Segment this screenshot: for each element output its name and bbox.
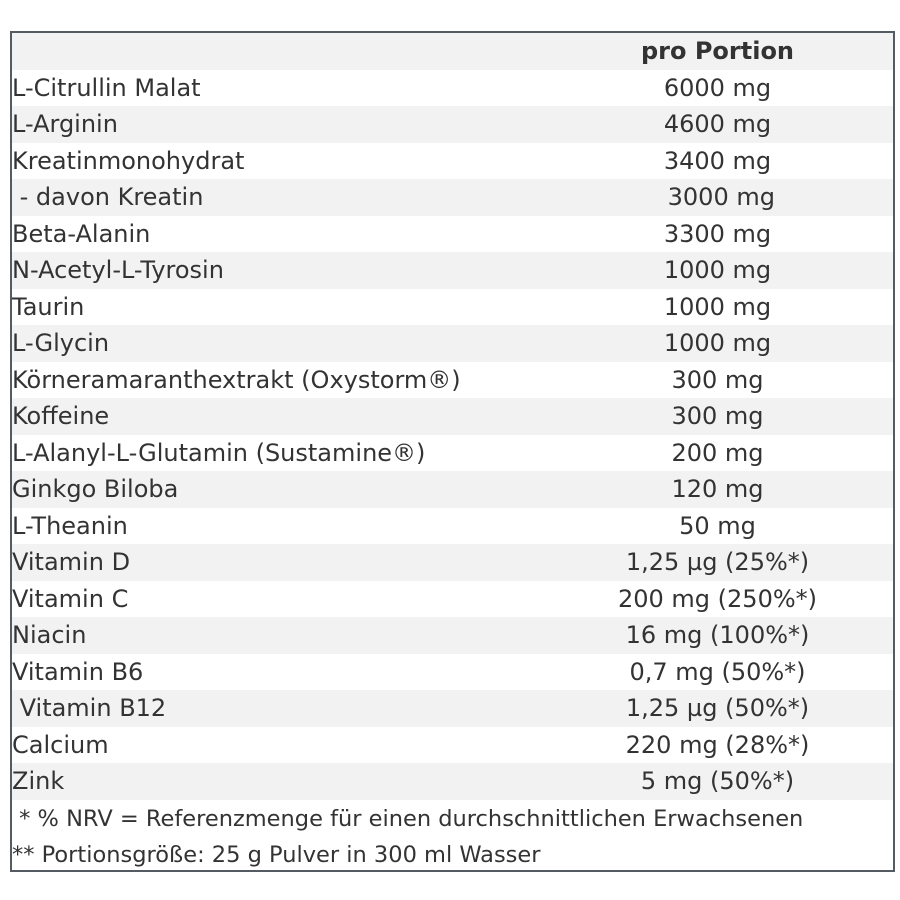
ingredient-amount: 200 mg	[671, 438, 764, 467]
table-row	[12, 690, 893, 727]
footnote-portion-size: ** Portionsgröße: 25 g Pulver in 300 ml Wasser	[12, 842, 541, 868]
ingredient-name: Vitamin C	[12, 584, 129, 613]
ingredient-name: N-Acetyl-L-Tyrosin	[12, 256, 224, 285]
ingredient-name: L-Citrullin Malat	[12, 73, 201, 102]
ingredient-amount: 16 mg (100%*)	[625, 621, 810, 650]
ingredient-amount: 300 mg	[671, 402, 764, 431]
table-row	[12, 325, 893, 362]
table-row	[12, 143, 893, 180]
table-row	[12, 106, 893, 143]
table-row	[12, 70, 893, 107]
table-row	[12, 398, 893, 435]
ingredient-amount: 50 mg	[679, 511, 756, 540]
ingredient-amount: 3000 mg	[660, 183, 775, 212]
ingredient-name: Vitamin B12	[12, 694, 167, 723]
ingredient-name: Calcium	[12, 730, 109, 759]
ingredient-amount: 200 mg (250%*)	[617, 584, 818, 613]
table-row	[12, 654, 893, 691]
ingredient-name: Vitamin B6	[12, 657, 144, 686]
table-header-row	[12, 33, 893, 70]
ingredient-name: L-Arginin	[12, 110, 118, 139]
table-row	[12, 508, 893, 545]
ingredient-name: Zink	[12, 767, 65, 796]
ingredient-name: Kreatinmonohydrat	[12, 146, 245, 175]
ingredient-amount: 1000 mg	[663, 256, 772, 285]
table-row	[12, 252, 893, 289]
ingredient-amount: 220 mg (28%*)	[625, 730, 810, 759]
ingredient-amount: 1,25 µg (25%*)	[625, 548, 810, 577]
ingredient-amount: 1000 mg	[663, 292, 772, 321]
table-row	[12, 289, 893, 326]
table-row	[12, 763, 893, 800]
table-row	[12, 435, 893, 472]
ingredient-amount: 3300 mg	[663, 219, 772, 248]
ingredient-amount: 1000 mg	[663, 329, 772, 358]
ingredient-name: - davon Kreatin	[12, 183, 204, 212]
ingredient-amount: 3400 mg	[663, 146, 772, 175]
ingredient-amount: 6000 mg	[663, 73, 772, 102]
header-value-cell: pro Portion	[640, 37, 795, 66]
nutrition-table	[10, 31, 895, 872]
ingredient-amount: 4600 mg	[663, 110, 772, 139]
ingredient-name: Taurin	[12, 292, 85, 321]
ingredient-amount: 120 mg	[671, 475, 764, 504]
ingredient-amount: 1,25 µg (50%*)	[625, 694, 810, 723]
footnote-nrv: * % NRV = Referenzmenge für einen durchschnittlichen Erwachsenen	[12, 806, 804, 832]
table-row	[12, 544, 893, 581]
table-row	[12, 617, 893, 654]
ingredient-name: L-Alanyl-L-Glutamin (Sustamine®)	[12, 438, 426, 467]
ingredient-amount: 0,7 mg (50%*)	[629, 657, 806, 686]
table-row	[12, 581, 893, 618]
table-row	[12, 179, 893, 216]
ingredient-name: L-Glycin	[12, 329, 110, 358]
ingredient-name: Beta-Alanin	[12, 219, 151, 248]
table-row	[12, 727, 893, 764]
ingredient-name: Niacin	[12, 621, 87, 650]
table-row	[12, 216, 893, 253]
ingredient-name: Vitamin D	[12, 548, 131, 577]
ingredient-amount: 300 mg	[671, 365, 764, 394]
ingredient-name: Koffeine	[12, 402, 110, 431]
ingredient-amount: 5 mg (50%*)	[640, 767, 795, 796]
ingredient-name: Ginkgo Biloba	[12, 475, 179, 504]
table-row	[12, 471, 893, 508]
ingredient-name: L-Theanin	[12, 511, 128, 540]
ingredient-name: Körneramaranthextrakt (Oxystorm®)	[12, 365, 461, 394]
table-row	[12, 362, 893, 399]
